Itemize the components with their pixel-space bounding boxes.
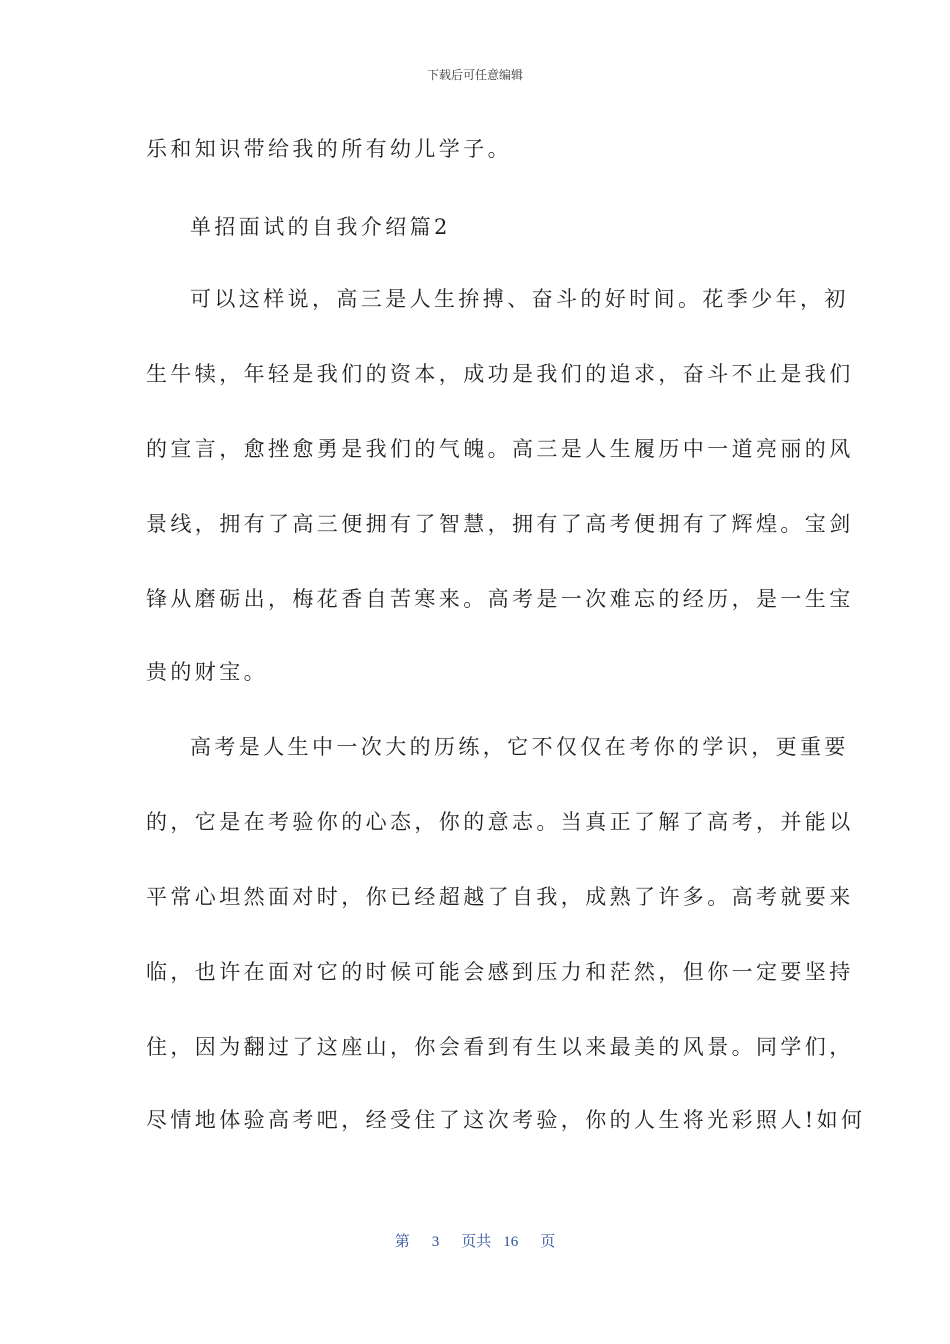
text-line: 的宣言，愈挫愈勇是我们的气魄。高三是人生履历中一道亮丽的风 — [146, 437, 854, 461]
text-line: 尽情地体验高考吧，经受住了这次考验，你的人生将光彩照人!如何 — [146, 1108, 866, 1132]
footer-prefix: 第 — [394, 1234, 410, 1250]
text-line: 平常心坦然面对时，你已经超越了自我，成熟了许多。高考就要来 — [146, 885, 854, 909]
current-page-number: 3 — [431, 1234, 440, 1250]
text-line: 贵的财宝。 — [146, 660, 268, 684]
text-line: 的，它是在考验你的心态，你的意志。当真正了解了高考，并能以 — [146, 810, 854, 834]
text-line: 生牛犊，年轻是我们的资本，成功是我们的追求，奋斗不止是我们 — [146, 362, 854, 386]
text-line: 乐和知识带给我的所有幼儿学子。 — [146, 137, 512, 161]
page-footer — [0, 1230, 950, 1251]
section-heading: 单招面试的自我介绍篇2 — [190, 215, 451, 239]
text-line: 可以这样说，高三是人生拚搏、奋斗的好时间。花季少年，初 — [190, 287, 849, 311]
text-line: 锋从磨砺出，梅花香自苦寒来。高考是一次难忘的经历，是一生宝 — [146, 587, 854, 611]
footer-suffix: 页 — [540, 1234, 556, 1250]
page-header: 下载后可任意编辑 — [426, 68, 523, 82]
total-pages-number: 16 — [503, 1234, 519, 1250]
footer-mid: 页共 — [461, 1234, 492, 1250]
text-line: 高考是人生中一次大的历练，它不仅仅在考你的学识，更重要 — [190, 735, 849, 759]
text-line: 景线，拥有了高三便拥有了智慧，拥有了高考便拥有了辉煌。宝剑 — [146, 512, 854, 536]
text-line: 住，因为翻过了这座山，你会看到有生以来最美的风景。同学们， — [146, 1035, 854, 1059]
text-line: 临，也许在面对它的时候可能会感到压力和茫然，但你一定要坚持 — [146, 960, 854, 984]
